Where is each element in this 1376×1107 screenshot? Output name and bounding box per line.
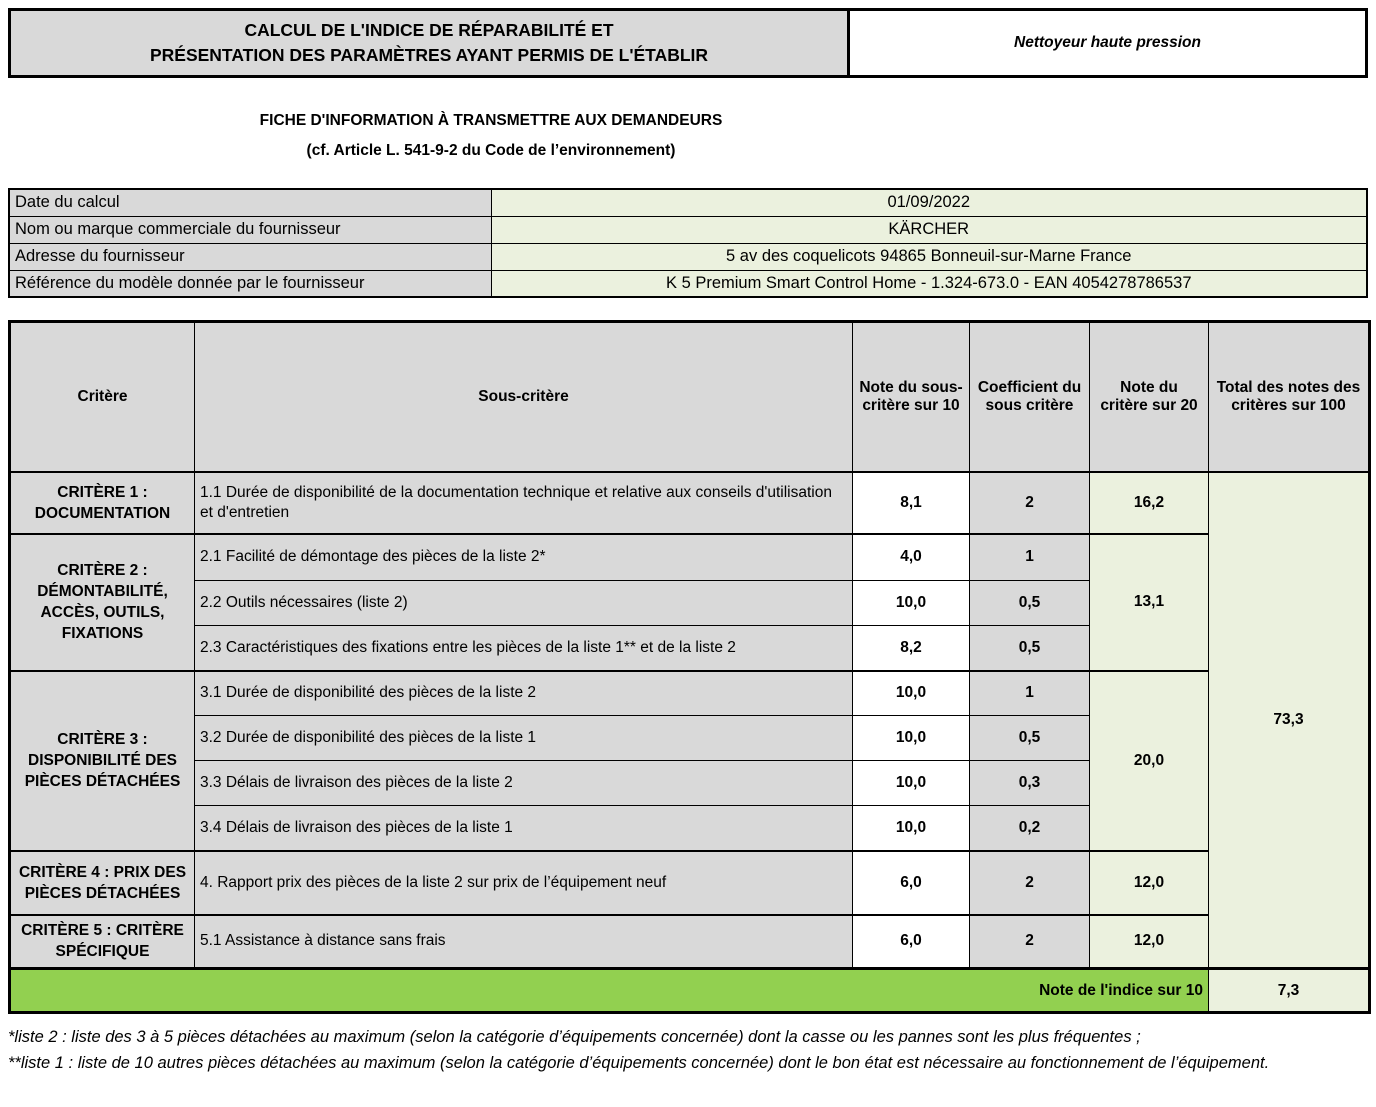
info-value-brand: KÄRCHER	[491, 216, 1367, 243]
note-1-1: 8,1	[853, 472, 970, 534]
info-row-brand	[9, 216, 1367, 243]
note20-critere-1: 16,2	[1090, 472, 1209, 534]
table-row	[10, 851, 1370, 915]
sous-critere-5-1: 5.1 Assistance à distance sans frais	[195, 915, 853, 969]
product-category-label: Nettoyeur haute pression	[1014, 34, 1201, 51]
note-3-2: 10,0	[853, 716, 970, 761]
col-header-critere: Critère	[10, 322, 195, 472]
info-label-model: Référence du modèle donnée par le fournisseur	[9, 270, 491, 297]
col-header-note-sous-critere: Note du sous-critère sur 10	[853, 322, 970, 472]
subtitle-line1: FICHE D'INFORMATION À TRANSMETTRE AUX DEMANDEURS	[259, 112, 723, 129]
note-2-2: 10,0	[853, 581, 970, 626]
coef-2-2: 0,5	[970, 581, 1090, 626]
document-title-line2: PRÉSENTATION DES PARAMÈTRES AYANT PERMIS DE L'ÉTABLIR	[149, 45, 709, 65]
criteria-table	[8, 320, 1371, 1014]
col-header-total: Total des notes des critères sur 100	[1209, 322, 1370, 472]
note-3-4: 10,0	[853, 806, 970, 851]
table-row	[10, 671, 1370, 716]
table-row	[10, 915, 1370, 969]
note20-critere-4: 12,0	[1090, 851, 1209, 915]
footnotes	[8, 1024, 1318, 1076]
coef-5-1: 2	[970, 915, 1090, 969]
note20-critere-5: 12,0	[1090, 915, 1209, 969]
product-category-box	[850, 8, 1368, 78]
note20-critere-2: 13,1	[1090, 534, 1209, 671]
index-score-value: 7,3	[1209, 969, 1370, 1013]
info-row-date	[9, 189, 1367, 216]
footnote-liste1: **liste 1 : liste de 10 autres pièces détachées au maximum (selon la catégorie d’équipements concernée) dont le bon état est nécessaire au fonctionnement de l’équipement.	[8, 1054, 1270, 1072]
note-2-3: 8,2	[853, 626, 970, 671]
footnote-liste2: *liste 2 : liste des 3 à 5 pièces détachées au maximum (selon la catégorie d’équipements concernée) dont la casse ou les pannes sont les plus fréquentes ;	[8, 1028, 1141, 1046]
sous-critere-3-4: 3.4 Délais de livraison des pièces de la liste 1	[195, 806, 853, 851]
coef-2-3: 0,5	[970, 626, 1090, 671]
coef-2-1: 1	[970, 534, 1090, 581]
document-header	[8, 8, 1368, 78]
critere-1-label: CRITÈRE 1 : DOCUMENTATION	[10, 472, 195, 534]
critere-5-label: CRITÈRE 5 : CRITÈRE SPÉCIFIQUE	[10, 915, 195, 969]
supplier-info-table	[8, 188, 1368, 298]
coef-4: 2	[970, 851, 1090, 915]
note-5-1: 6,0	[853, 915, 970, 969]
info-row-model	[9, 270, 1367, 297]
info-row-address	[9, 243, 1367, 270]
sous-critere-2-1: 2.1 Facilité de démontage des pièces de la liste 2*	[195, 534, 853, 581]
critere-4-label: CRITÈRE 4 : PRIX DES PIÈCES DÉTACHÉES	[10, 851, 195, 915]
info-label-address: Adresse du fournisseur	[9, 243, 491, 270]
note-3-1: 10,0	[853, 671, 970, 716]
info-label-brand: Nom ou marque commerciale du fournisseur	[9, 216, 491, 243]
sous-critere-1-1: 1.1 Durée de disponibilité de la documentation technique et relative aux conseils d'utilisation et d'entretien	[195, 472, 853, 534]
note-3-3: 10,0	[853, 761, 970, 806]
critere-3-label: CRITÈRE 3 : DISPONIBILITÉ DES PIÈCES DÉTACHÉES	[10, 671, 195, 851]
note-2-1: 4,0	[853, 534, 970, 581]
coef-3-2: 0,5	[970, 716, 1090, 761]
document-title-line1: CALCUL DE L'INDICE DE RÉPARABILITÉ ET	[244, 20, 614, 40]
sous-critere-3-2: 3.2 Durée de disponibilité des pièces de la liste 1	[195, 716, 853, 761]
coef-3-1: 1	[970, 671, 1090, 716]
sous-critere-2-2: 2.2 Outils nécessaires (liste 2)	[195, 581, 853, 626]
critere-2-label: CRITÈRE 2 : DÉMONTABILITÉ, ACCÈS, OUTILS, FIXATIONS	[10, 534, 195, 671]
note20-critere-3: 20,0	[1090, 671, 1209, 851]
info-value-address: 5 av des coquelicots 94865 Bonneuil-sur-Marne France	[491, 243, 1367, 270]
col-header-sous-critere: Sous-critère	[195, 322, 853, 472]
index-score-label: Note de l'indice sur 10	[10, 969, 1209, 1013]
criteria-header-row	[10, 322, 1370, 472]
total-score-100: 73,3	[1209, 472, 1370, 969]
info-value-date: 01/09/2022	[491, 189, 1367, 216]
sous-critere-3-1: 3.1 Durée de disponibilité des pièces de la liste 2	[195, 671, 853, 716]
sous-critere-2-3: 2.3 Caractéristiques des fixations entre les pièces de la liste 1** et de la liste 2	[195, 626, 853, 671]
info-value-model: K 5 Premium Smart Control Home - 1.324-673.0 - EAN 4054278786537	[491, 270, 1367, 297]
note-4: 6,0	[853, 851, 970, 915]
subtitle-line2: (cf. Article L. 541-9-2 du Code de l’environnement)	[306, 142, 676, 159]
coef-3-4: 0,2	[970, 806, 1090, 851]
sous-critere-4: 4. Rapport prix des pièces de la liste 2 sur prix de l’équipement neuf	[195, 851, 853, 915]
table-row	[10, 472, 1370, 534]
table-row	[10, 534, 1370, 581]
document-subtitle	[8, 106, 974, 166]
coef-3-3: 0,3	[970, 761, 1090, 806]
document-title-box	[8, 8, 850, 78]
index-score-row	[10, 969, 1370, 1013]
col-header-coefficient: Coefficient du sous critère	[970, 322, 1090, 472]
col-header-note-critere: Note du critère sur 20	[1090, 322, 1209, 472]
coef-1-1: 2	[970, 472, 1090, 534]
sous-critere-3-3: 3.3 Délais de livraison des pièces de la liste 2	[195, 761, 853, 806]
info-label-date: Date du calcul	[9, 189, 491, 216]
